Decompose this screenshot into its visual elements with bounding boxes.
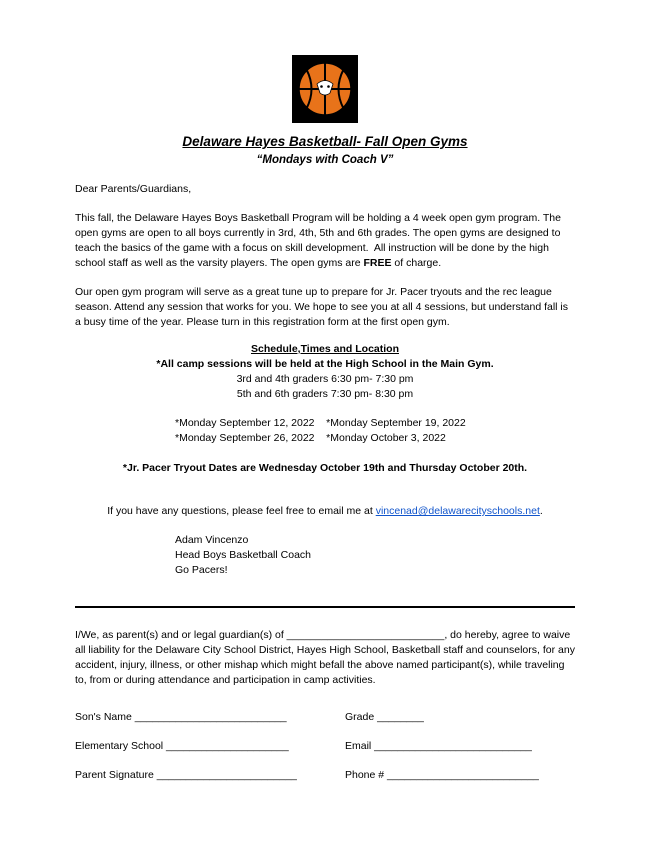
son-name-blank: __________________________ — [131, 711, 287, 723]
basketball-logo-icon — [292, 55, 358, 123]
elementary-school-label: Elementary School — [75, 740, 164, 752]
contact-line-end: . — [539, 505, 543, 517]
intro-paragraph — [75, 211, 575, 271]
form-row-son-name — [75, 710, 575, 725]
grade-blank: ________ — [374, 711, 424, 723]
parent-signature-blank: ________________________ — [153, 769, 297, 781]
grade-field — [345, 710, 575, 725]
tune-up-paragraph: Our open gym program will serve as a great tune up to prepare for Jr. Pacer tryouts and the rec league season. Attend any session that works for you. We hope to see you at all 4 sessions, but understand fall is a busy time of the year. Please turn in this registration form at the first open gym. — [75, 286, 571, 328]
tryout-dates-note: *Jr. Pacer Tryout Dates are Wednesday October 19th and Thursday October 20th. — [122, 462, 528, 474]
grade-label: Grade — [345, 711, 375, 723]
form-row-elementary-school — [75, 739, 575, 754]
email-field — [345, 739, 575, 754]
time-slot-younger: 3rd and 4th graders 6:30 pm- 7:30 pm — [236, 373, 414, 385]
liability-text-end: , do hereby, agree to waive all liability for the Delaware City School District, Hayes High School, Basketball staff and counselors, for any accident, injury, illness, or other mishap which might befall the above named participant(s), while traveling to, from or during attendance and participation in camp activities. — [75, 629, 578, 686]
free-emphasis: FREE — [363, 257, 392, 269]
email-link[interactable]: vincenad@delawarecityschools.net — [375, 505, 540, 517]
email-blank: ___________________________ — [371, 740, 532, 752]
phone-field — [345, 768, 575, 783]
session-dates-line-1: *Monday September 12, 2022 *Monday September 19, 2022 — [175, 417, 466, 429]
parent-signature-field — [75, 768, 345, 783]
schedule-heading: Schedule,Times and Location — [250, 343, 399, 355]
elementary-school-field — [75, 739, 345, 754]
liability-text-start: I/We, as parent(s) and or legal guardian(s) of — [75, 629, 287, 641]
signature-role: Head Boys Basketball Coach — [175, 549, 311, 561]
signature-slogan: Go Pacers! — [175, 564, 228, 576]
signature-block — [175, 533, 575, 578]
section-divider — [75, 606, 575, 608]
contact-line-text: If you have any questions, please feel free to email me at — [107, 505, 376, 517]
signature-name: Adam Vincenzo — [175, 534, 249, 546]
contact-line — [75, 504, 575, 519]
phone-blank: __________________________ — [384, 769, 539, 781]
liability-paragraph — [75, 628, 578, 688]
intro-paragraph-end: of charge. — [391, 257, 442, 269]
form-row-parent-signature — [75, 768, 575, 783]
location-note: *All camp sessions will be held at the High School in the Main Gym. — [156, 358, 494, 370]
intro-paragraph-text: This fall, the Delaware Hayes Boys Basketball Program will be holding a 4 week open gym program. The open gyms are open to all boys currently in 3rd, 4th, 5th and 6th grades. The open gyms are designed to teach the basics of the game with a focus on skill development. All instruction will be done by the high school staff as well as the varsity players. The open gyms are — [75, 212, 564, 269]
guardian-name-blank: ___________________________ — [286, 629, 445, 641]
parent-signature-label: Parent Signature — [75, 769, 154, 781]
time-slot-older: 5th and 6th graders 7:30 pm- 8:30 pm — [236, 388, 414, 400]
session-dates-line-2: *Monday September 26, 2022 *Monday October 3, 2022 — [175, 432, 446, 444]
elementary-school-blank: _____________________ — [163, 740, 289, 752]
salutation: Dear Parents/Guardians, — [75, 183, 192, 195]
page-title: Delaware Hayes Basketball- Fall Open Gyms — [182, 134, 468, 149]
page-subtitle: “Mondays with Coach V” — [256, 154, 394, 166]
email-label: Email — [345, 740, 372, 752]
son-name-label: Son's Name — [75, 711, 132, 723]
phone-label: Phone # — [345, 769, 385, 781]
son-name-field — [75, 710, 345, 725]
